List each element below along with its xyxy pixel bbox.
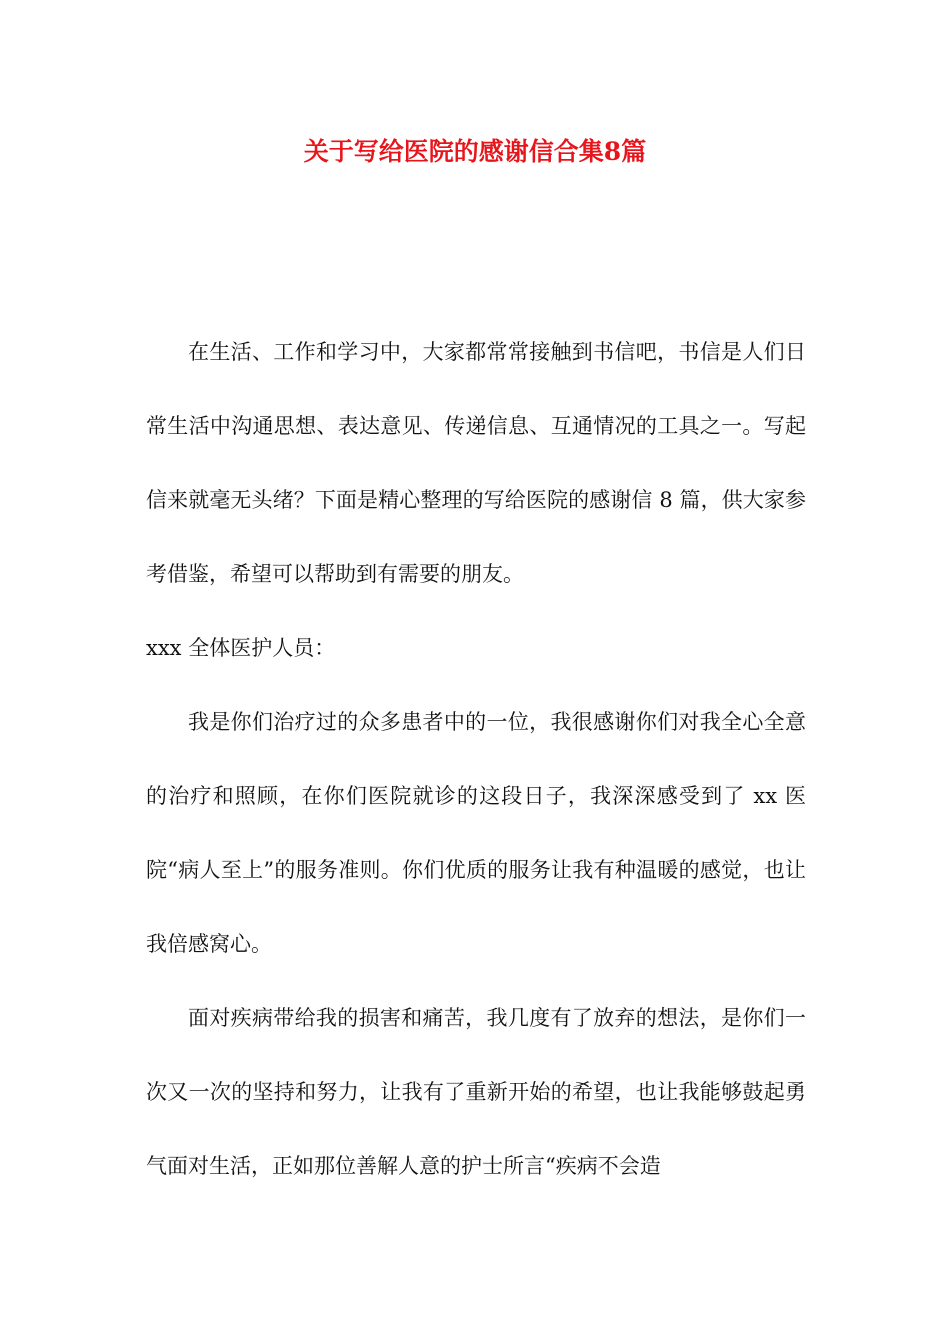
intro-paragraph: 在生活、工作和学习中，大家都常常接触到书信吧，书信是人们日常生活中沟通思想、表达意见、传递信息、互通情况的工具之一。写起信来就毫无头绪？下面是精心整理的写给医院的感谢信 8 篇，供大家参考借鉴，希望可以帮助到有需要的朋友。 (146, 340, 806, 586)
document-body (146, 315, 806, 1203)
body-paragraph-1: 我是你们治疗过的众多患者中的一位，我很感谢你们对我全心全意的治疗和照顾，在你们医院就诊的这段日子，我深深感受到了 xx 医院“病人至上”的服务准则。你们优质的服务让我有种温暖的感觉，也让我倍感窝心。 (146, 710, 806, 956)
salutation: xxx 全体医护人员： (146, 636, 336, 660)
body-paragraph-2: 面对疾病带给我的损害和痛苦，我几度有了放弃的想法，是你们一次又一次的坚持和努力，让我有了重新开始的希望，也让我能够鼓起勇气面对生活，正如那位善解人意的护士所言“疾病不会造 (146, 1006, 806, 1178)
document-title: 关于写给医院的感谢信合集8篇 (303, 137, 647, 166)
